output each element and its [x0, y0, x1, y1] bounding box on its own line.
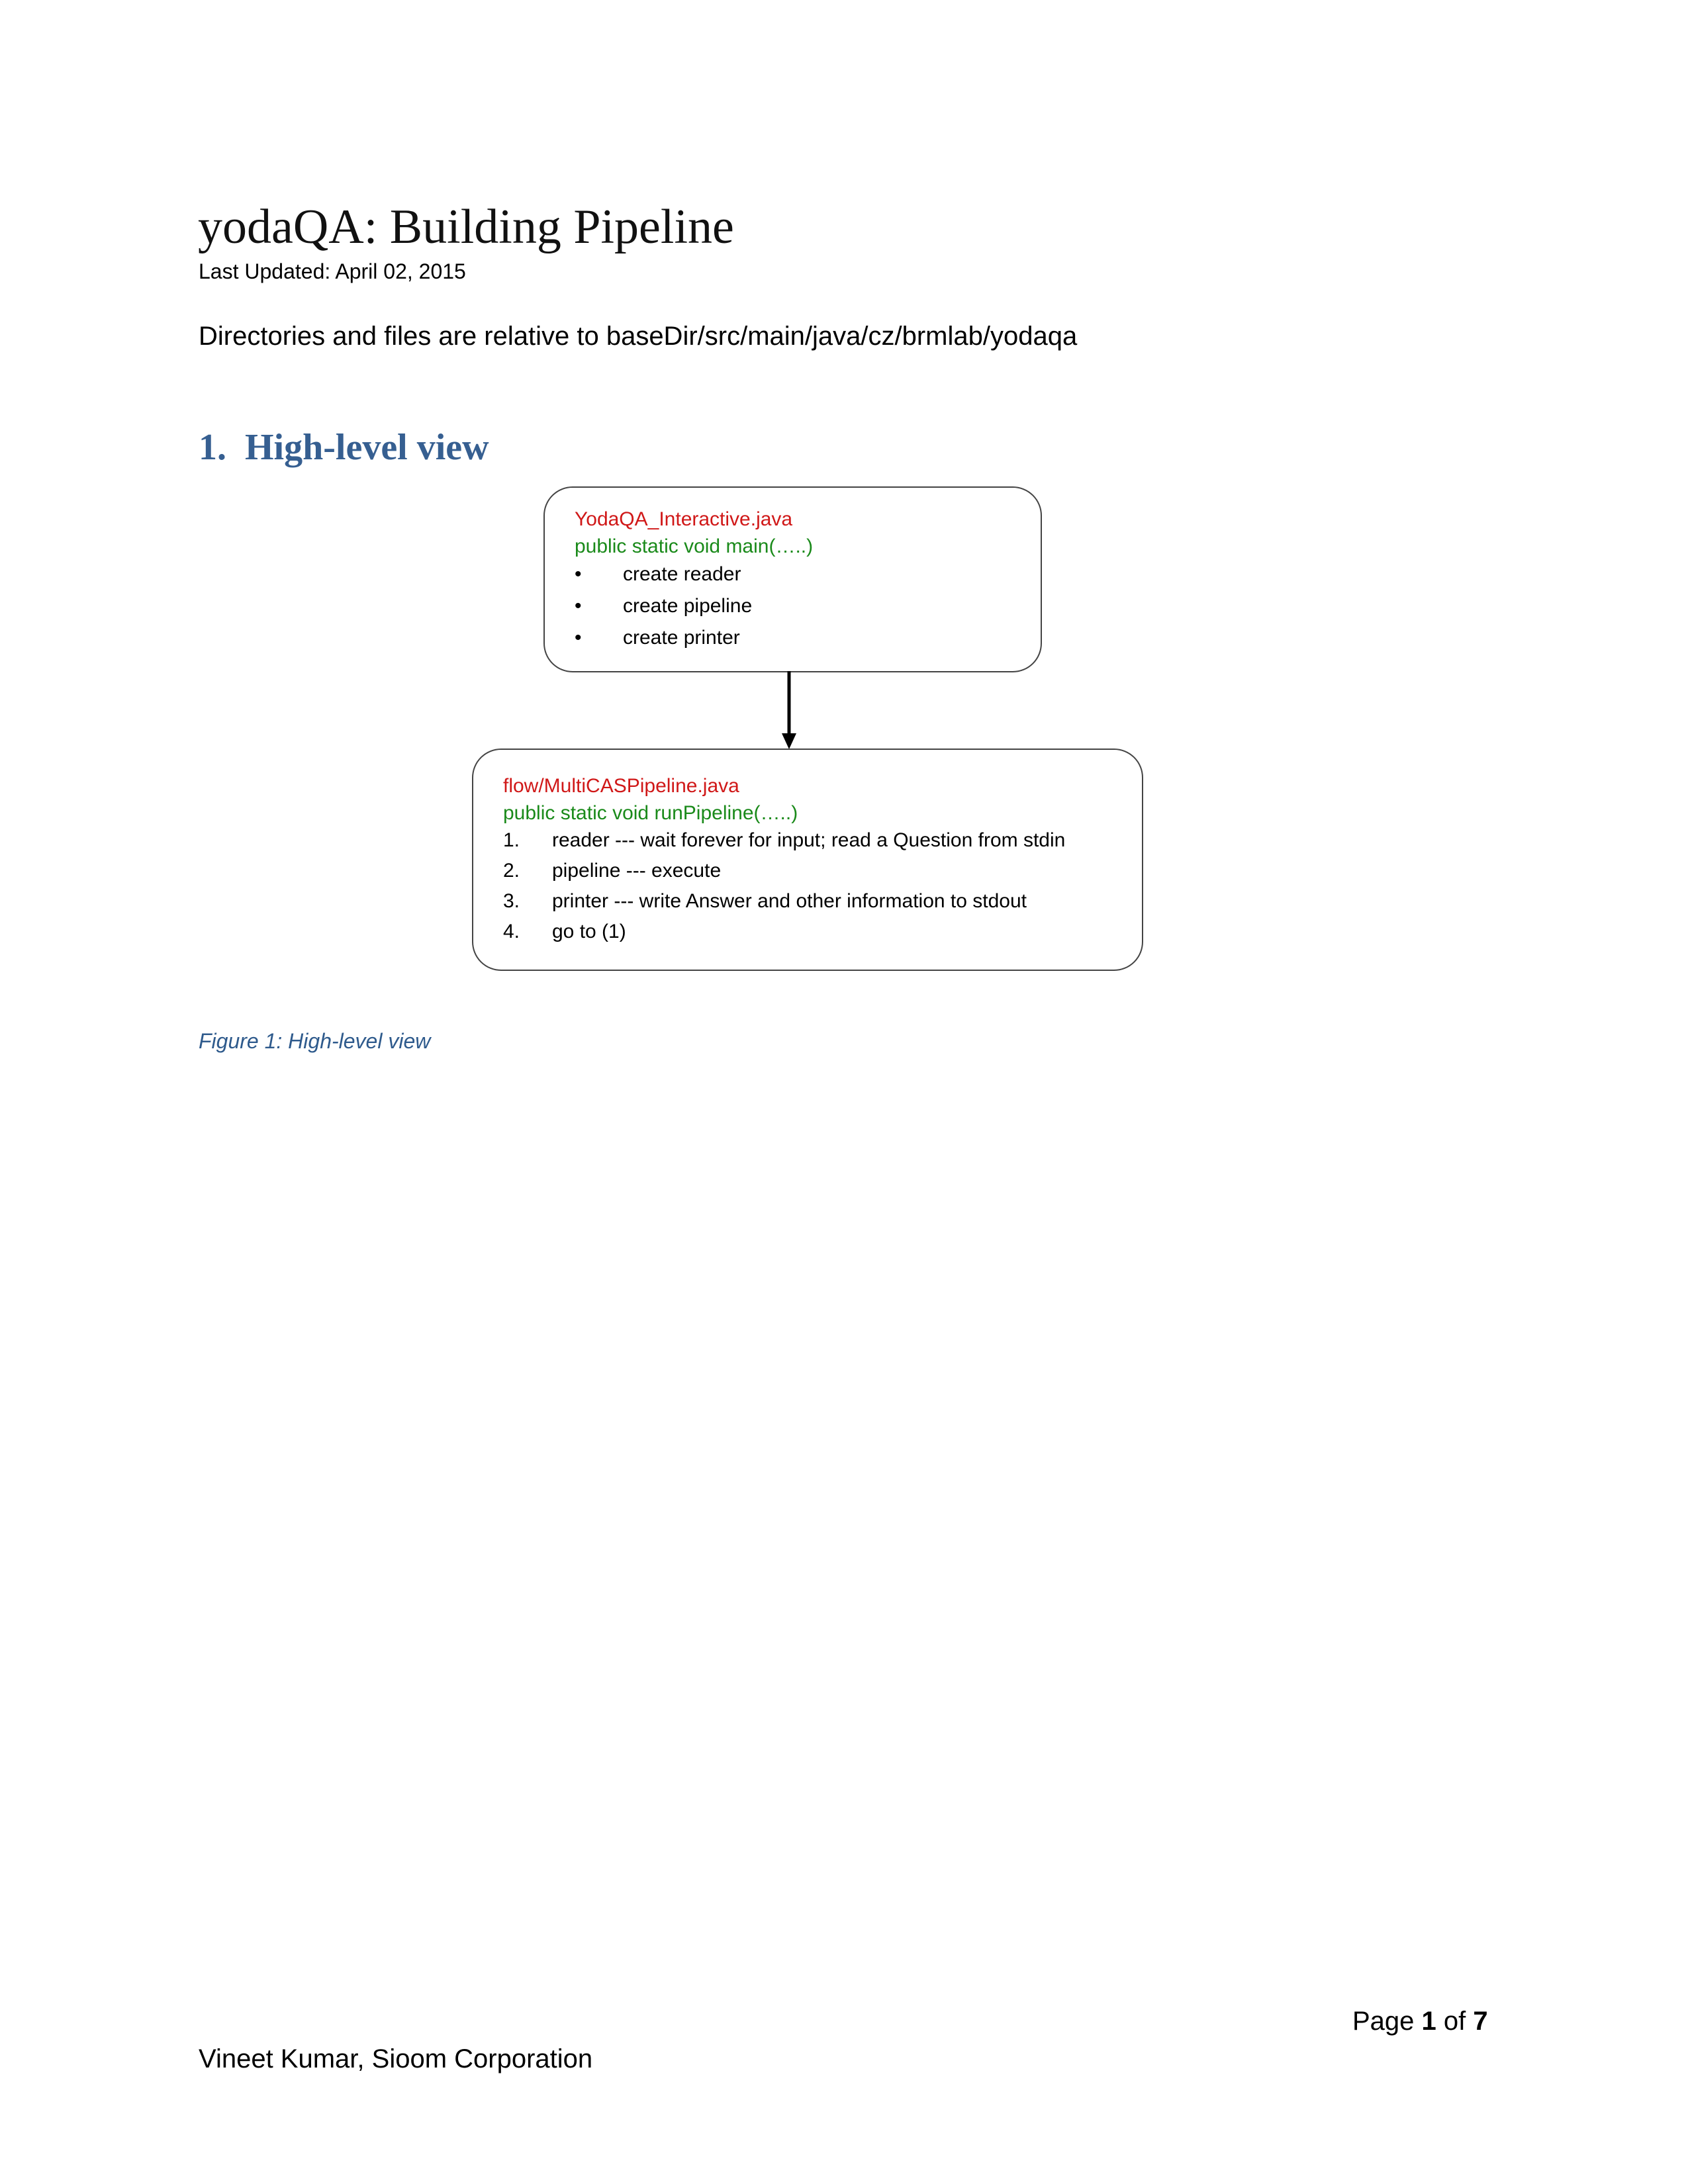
document-title: yodaQA: Building Pipeline [198, 200, 734, 254]
step-number: 2. [503, 860, 520, 882]
multicas-pipeline-box [472, 749, 1143, 971]
box1-item [575, 625, 740, 651]
box1-item [575, 561, 741, 588]
page-word: Page [1352, 2007, 1415, 2036]
box1-item-text: create reader [623, 563, 741, 585]
step-text: go to (1) [552, 921, 626, 942]
box2-signature: public static void runPipeline(…..) [503, 802, 798, 824]
figure-caption: Figure 1: High-level view [199, 1029, 431, 1053]
footer-author: Vineet Kumar, Sioom Corporation [199, 2044, 593, 2073]
arrow-head [782, 733, 796, 749]
step-number: 4. [503, 921, 520, 942]
last-updated: Last Updated: April 02, 2015 [199, 259, 466, 283]
section-number: 1. [199, 427, 226, 468]
interactive-main-box [543, 486, 1042, 672]
box1-item-text: create pipeline [623, 595, 753, 617]
bullet-marker: • [575, 595, 582, 617]
box2-step [503, 888, 1027, 915]
page-total: 7 [1473, 2007, 1488, 2036]
box2-step [503, 858, 722, 884]
box1-file-name: YodaQA_Interactive.java [575, 508, 793, 530]
step-text: printer --- write Answer and other information to stdout [552, 890, 1027, 912]
box2-step [503, 827, 1066, 854]
section-title: High-level view [245, 427, 489, 468]
step-number: 1. [503, 829, 520, 851]
directories-note: Directories and files are relative to baseDir/src/main/java/cz/brmlab/yodaqa [199, 322, 1078, 351]
box1-item [575, 593, 753, 619]
page-number [1352, 2003, 1488, 2040]
step-number: 3. [503, 890, 520, 912]
bullet-marker: • [575, 563, 582, 585]
page-current: 1 [1421, 2007, 1436, 2036]
box2-step [503, 919, 626, 945]
step-text: reader --- wait forever for input; read a Question from stdin [552, 829, 1066, 851]
box1-signature: public static void main(…..) [575, 535, 814, 557]
step-text: pipeline --- execute [552, 860, 722, 882]
box1-item-text: create printer [623, 627, 740, 649]
section-heading [199, 421, 489, 474]
of-word: of [1443, 2007, 1466, 2036]
bullet-marker: • [575, 627, 582, 649]
flow-arrow [781, 671, 797, 751]
box2-file-name: flow/MultiCASPipeline.java [503, 775, 739, 797]
